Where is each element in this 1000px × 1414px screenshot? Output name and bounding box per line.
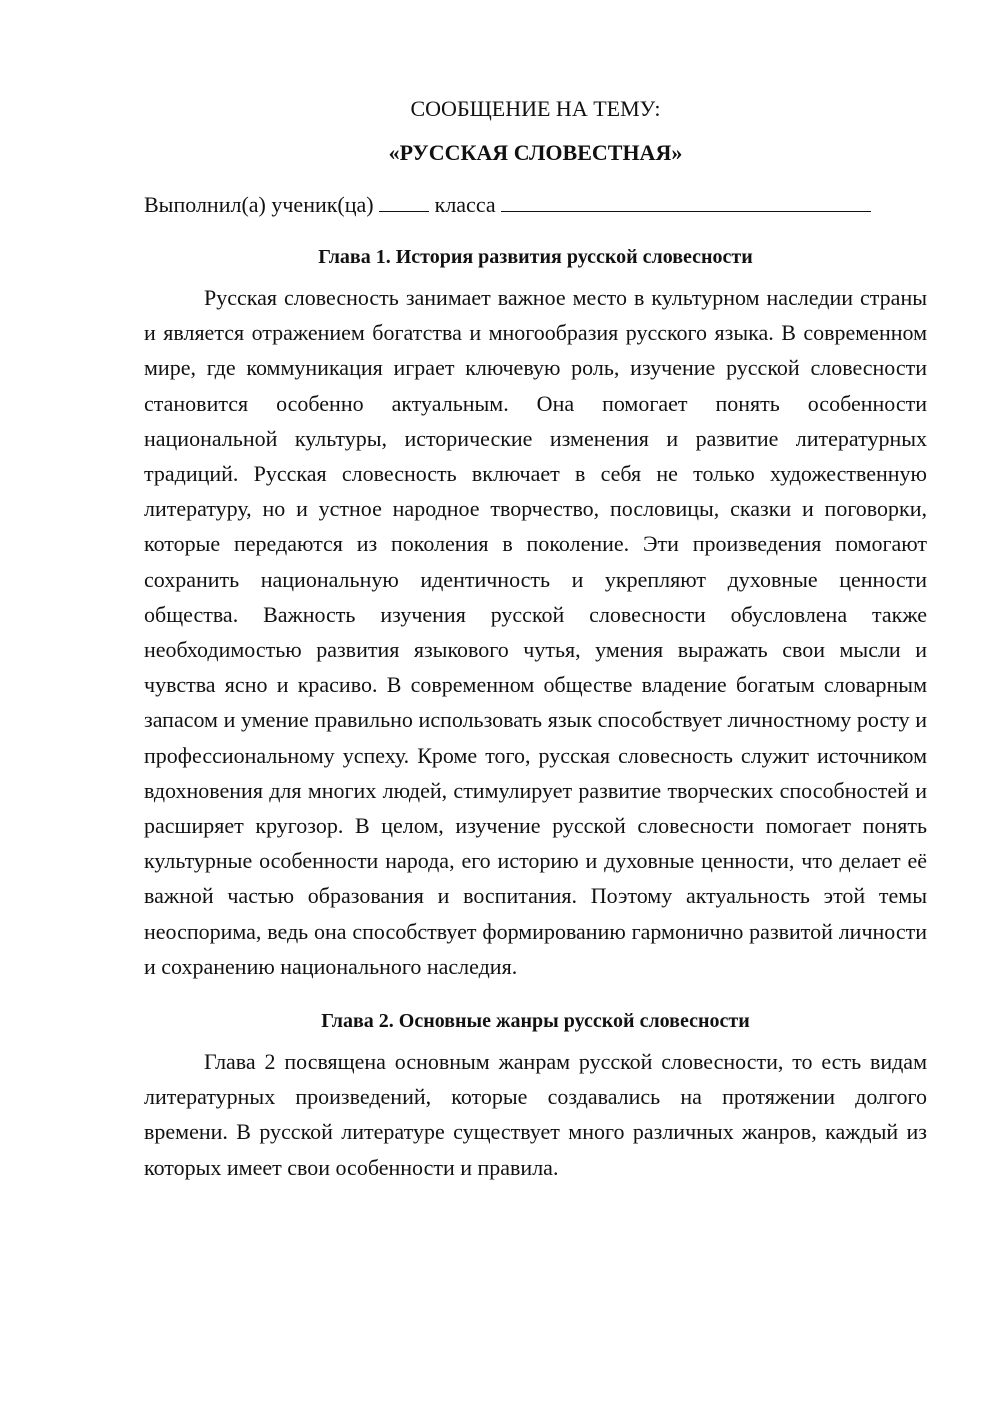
class-number-blank xyxy=(379,189,429,212)
chapter-1-heading: Глава 1. История развития русской словесности xyxy=(318,246,753,268)
report-type-heading: СООБЩЕНИЕ НА ТЕМУ: xyxy=(410,96,661,121)
chapter-2-paragraph: Глава 2 посвящена основным жанрам русской словесности, то есть видам литературных произведений, которые создавались на протяжении долгого времени. В русской литературе существует много различных жанров, каждый из которых имеет свои особенности и правила. xyxy=(144,1049,927,1180)
document-page xyxy=(144,92,927,1185)
report-topic-title: «РУССКАЯ СЛОВЕСТНАЯ» xyxy=(388,140,683,165)
student-name-blank xyxy=(501,189,871,212)
chapter-2-heading: Глава 2. Основные жанры русской словесности xyxy=(321,1010,750,1033)
chapter-1-paragraph: Русская словесность занимает важное место в культурном наследии страны и является отражением богатства и многообразия русского языка. В современном мире, где коммуникация играет ключевую роль, изучение русской словесности становится особенно актуальным. Она помогает понять особенности национальной культуры, исторические изменения и развитие литературных традиций. Русская словесность включает в себя не только художественную литературу, но и устное народное творчество, пословицы, сказки и поговорки, которые передаются из поколения в поколение. Эти произведения помогают сохранить национальную идентичность и укрепляют духовные ценности общества. Важность изучения русской словесности обусловлена также необходимостью развития языкового чутья, умения выражать свои мысли и чувства ясно и красиво. В современном обществе владение богатым словарным запасом и умение правильно использовать язык способствует личностному росту и профессиональному успеху. Кроме того, русская словесность служит источником вдохновения для многих людей, стимулирует развитие творческих способностей и расширяет кругозор. В целом, изучение русской словесности помогает понять культурные особенности народа, его историю и духовные ценности, что делает её важной частью образования и воспитания. Поэтому актуальность этой темы неоспорима, ведь она способствует формированию гармонично развитой личности и сохранению национального наследия. xyxy=(144,285,927,979)
chapter-1 xyxy=(144,242,927,984)
student-info-line xyxy=(144,188,927,222)
performed-by-label: Выполнил(а) ученик(ца) xyxy=(144,192,374,217)
chapter-2 xyxy=(144,1006,927,1185)
class-label: класса xyxy=(434,192,496,217)
